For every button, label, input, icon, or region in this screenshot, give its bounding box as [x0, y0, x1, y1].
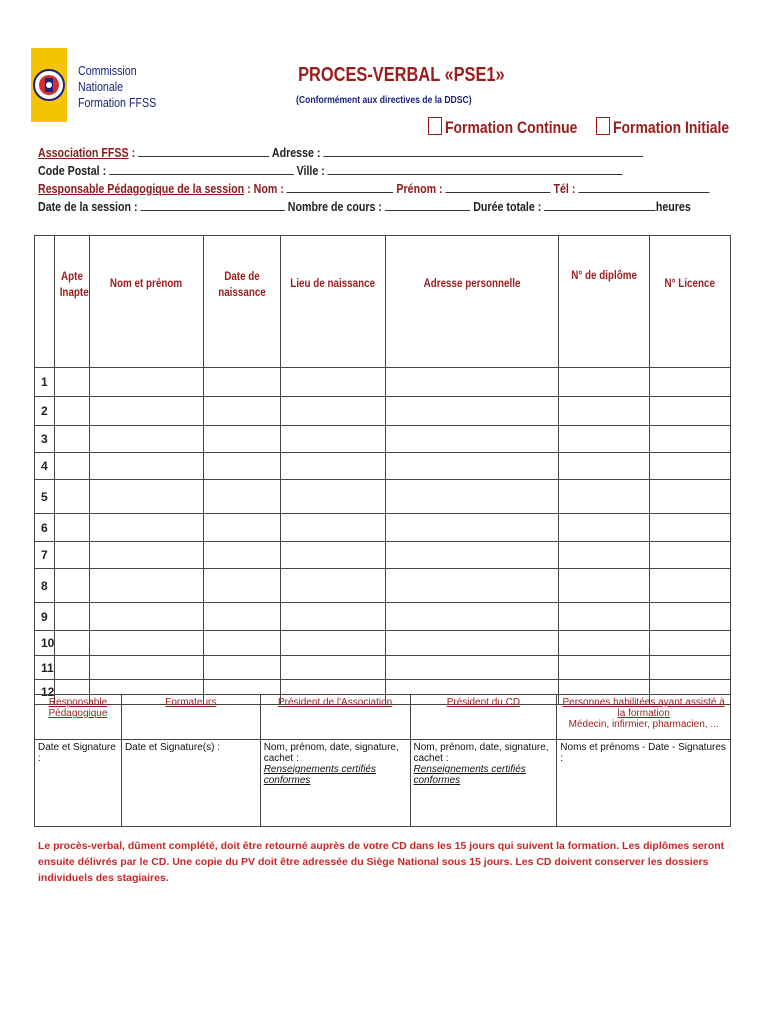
column-header-diplome: N° de diplôme [559, 236, 650, 368]
table-cell[interactable] [89, 397, 203, 426]
signatures-body-row [35, 740, 731, 827]
table-cell[interactable] [55, 603, 90, 631]
table-cell[interactable] [89, 603, 203, 631]
column-header-number [35, 236, 55, 368]
checkbox-icon[interactable] [428, 117, 442, 135]
header-formateurs: Formateurs [121, 695, 260, 740]
table-cell[interactable] [55, 514, 90, 542]
tel-field[interactable] [578, 180, 709, 193]
table-cell[interactable] [281, 426, 385, 453]
association-field[interactable] [138, 144, 269, 157]
row-number: 1 [35, 368, 55, 397]
table-cell[interactable] [89, 514, 203, 542]
adresse-label: Adresse : [271, 145, 321, 160]
nom-field[interactable] [287, 180, 394, 193]
table-cell[interactable] [204, 514, 281, 542]
table-cell[interactable] [650, 631, 731, 656]
table-cell[interactable] [89, 453, 203, 480]
table-header-row [35, 236, 731, 368]
table-cell[interactable] [385, 631, 559, 656]
table-cell[interactable] [650, 603, 731, 631]
footer-note: Le procès-verbal, dûment complété, doit être retourné auprès de votre CD dans les 15 jours qui suivent la formation. Les diplômes seront ensuite délivrés par le CD. Une copie du PV doit être adressée du Siège National sous 15 jours. Les CD doivent conserver les dossiers individuels des stagiaires. [38, 840, 725, 884]
table-cell[interactable] [55, 397, 90, 426]
table-row [35, 631, 731, 656]
header-personnes-habilitees: Personnes habilitées ayant assisté à la formation Médecin, infirmier, pharmacien, ... [557, 695, 731, 740]
table-cell[interactable] [559, 656, 650, 680]
table-cell[interactable] [559, 603, 650, 631]
signature-personnes-field[interactable]: Noms et prénoms - Date - Signatures : [557, 740, 731, 827]
table-row [35, 368, 731, 397]
ville-field[interactable] [328, 162, 623, 175]
table-cell[interactable] [55, 480, 90, 514]
date-session-label: Date de la session : [38, 199, 138, 214]
prenom-label: Prénom : [396, 181, 443, 196]
table-cell[interactable] [55, 569, 90, 603]
table-cell[interactable] [650, 542, 731, 569]
table-cell[interactable] [89, 426, 203, 453]
table-cell[interactable] [55, 542, 90, 569]
signature-responsable-field[interactable]: Date et Signature : [35, 740, 122, 827]
table-cell[interactable] [281, 453, 385, 480]
table-row [35, 514, 731, 542]
table-cell[interactable] [204, 480, 281, 514]
column-header-adresse: Adresse personnelle [385, 236, 559, 368]
row-number: 6 [35, 514, 55, 542]
prenom-field[interactable] [446, 180, 551, 193]
org-line-3: Formation FFSS [78, 95, 157, 110]
table-cell[interactable] [89, 656, 203, 680]
table-cell[interactable] [385, 426, 559, 453]
table-cell[interactable] [281, 368, 385, 397]
table-cell[interactable] [385, 480, 559, 514]
table-cell[interactable] [281, 603, 385, 631]
document-title: PROCES-VERBAL «PSE1» [298, 64, 505, 86]
table-cell[interactable] [650, 480, 731, 514]
checkbox-formation-continue[interactable] [428, 117, 606, 138]
table-cell[interactable] [559, 631, 650, 656]
table-cell[interactable] [55, 453, 90, 480]
row-number: 4 [35, 453, 55, 480]
nombre-cours-label: Nombre de cours : [287, 199, 382, 214]
table-row [35, 480, 731, 514]
table-row [35, 453, 731, 480]
table-cell[interactable] [89, 480, 203, 514]
table-cell[interactable] [281, 480, 385, 514]
formation-continue-label: Formation Continue [445, 118, 578, 137]
table-cell[interactable] [559, 397, 650, 426]
table-cell[interactable] [650, 426, 731, 453]
row-number: 7 [35, 542, 55, 569]
table-cell[interactable] [559, 542, 650, 569]
table-row [35, 569, 731, 603]
participants-table [34, 235, 731, 705]
column-header-lieu-naissance: Lieu de naissance [281, 236, 385, 368]
table-cell[interactable] [385, 368, 559, 397]
responsable-label: Responsable Pédagogique de la session [38, 181, 245, 196]
table-cell[interactable] [55, 426, 90, 453]
checkbox-formation-initiale[interactable] [596, 117, 755, 138]
date-session-field[interactable] [141, 198, 285, 211]
nombre-cours-field[interactable] [385, 198, 470, 211]
table-cell[interactable] [650, 397, 731, 426]
table-cell[interactable] [385, 453, 559, 480]
table-cell[interactable] [281, 514, 385, 542]
table-cell[interactable] [559, 569, 650, 603]
header-president-cd: Président du CD [410, 695, 557, 740]
row-number: 11 [35, 656, 55, 680]
table-cell[interactable] [559, 514, 650, 542]
table-cell[interactable] [204, 603, 281, 631]
code-postal-label: Code Postal : [38, 163, 107, 178]
table-row [35, 656, 731, 680]
org-line-2: Nationale [78, 79, 124, 94]
table-cell[interactable] [204, 631, 281, 656]
table-cell[interactable] [559, 426, 650, 453]
table-cell[interactable] [204, 453, 281, 480]
table-cell[interactable] [385, 397, 559, 426]
table-cell[interactable] [281, 397, 385, 426]
row-number: 12 [35, 680, 55, 705]
table-cell[interactable] [204, 656, 281, 680]
table-cell[interactable] [281, 631, 385, 656]
row-number: 8 [35, 569, 55, 603]
table-cell[interactable] [204, 569, 281, 603]
signatures-table [34, 694, 731, 827]
row-number: 9 [35, 603, 55, 631]
formation-initiale-label: Formation Initiale [613, 118, 730, 137]
code-postal-field[interactable] [109, 162, 294, 175]
column-header-date-naissance: Date de naissance [204, 236, 281, 368]
tel-label: Tél : [553, 181, 576, 196]
table-row [35, 397, 731, 426]
column-header-apte: Apte Inapte [55, 236, 90, 368]
table-cell[interactable] [281, 656, 385, 680]
table-cell[interactable] [89, 368, 203, 397]
ville-label: Ville : [296, 163, 325, 178]
document-title-block [0, 64, 770, 87]
table-cell[interactable] [204, 542, 281, 569]
table-cell[interactable] [559, 368, 650, 397]
table-cell[interactable] [650, 368, 731, 397]
table-cell[interactable] [385, 542, 559, 569]
document-subtitle: (Conformément aux directives de la DDSC) [296, 94, 472, 106]
table-cell[interactable] [650, 656, 731, 680]
association-label: Association FFSS [38, 145, 129, 160]
table-cell[interactable] [650, 453, 731, 480]
signatures-header-row [35, 695, 731, 740]
table-cell[interactable] [204, 368, 281, 397]
table-row [35, 603, 731, 631]
duree-field[interactable] [544, 198, 656, 211]
table-row [35, 426, 731, 453]
header-responsable: Responsable Pédagogique [35, 695, 122, 740]
table-cell[interactable] [55, 631, 90, 656]
table-cell[interactable] [89, 631, 203, 656]
table-cell[interactable] [385, 569, 559, 603]
table-cell[interactable] [281, 569, 385, 603]
row-number: 5 [35, 480, 55, 514]
row-number: 3 [35, 426, 55, 453]
org-line-1: Commission [78, 63, 137, 78]
table-cell[interactable] [559, 480, 650, 514]
column-header-licence: N° Licence [650, 236, 731, 368]
checkbox-icon[interactable] [596, 117, 610, 135]
column-header-nom: Nom et prénom [89, 236, 203, 368]
table-cell[interactable] [385, 656, 559, 680]
table-cell[interactable] [385, 514, 559, 542]
signature-formateurs-field[interactable]: Date et Signature(s) : [121, 740, 260, 827]
row-number: 10 [35, 631, 55, 656]
row-number: 2 [35, 397, 55, 426]
table-cell[interactable] [559, 453, 650, 480]
session-info-fields: Association FFSS : Adresse : Code Postal : Ville : Responsable Pédagogique de la session : Nom : Prénom : Tél : Date de la session : Nombre de cours : Durée totale : heures [38, 144, 770, 216]
table-cell[interactable] [650, 569, 731, 603]
signature-president-cd-field[interactable]: Nom, prénom, date, signature, cachet : Renseignements certifiés conformes [410, 740, 557, 827]
header-president-association: Président de l'Association [260, 695, 410, 740]
table-cell[interactable] [204, 426, 281, 453]
table-cell[interactable] [385, 603, 559, 631]
table-cell[interactable] [204, 397, 281, 426]
table-cell[interactable] [55, 656, 90, 680]
signature-president-association-field[interactable]: Nom, prénom, date, signature, cachet : Renseignements certifiés conformes [260, 740, 410, 827]
table-cell[interactable] [89, 542, 203, 569]
heures-label: heures [655, 199, 691, 214]
table-cell[interactable] [89, 569, 203, 603]
table-cell[interactable] [55, 368, 90, 397]
table-cell[interactable] [281, 542, 385, 569]
table-cell[interactable] [650, 514, 731, 542]
duree-label: Durée totale : [473, 199, 542, 214]
adresse-field[interactable] [323, 144, 643, 157]
table-row [35, 542, 731, 569]
